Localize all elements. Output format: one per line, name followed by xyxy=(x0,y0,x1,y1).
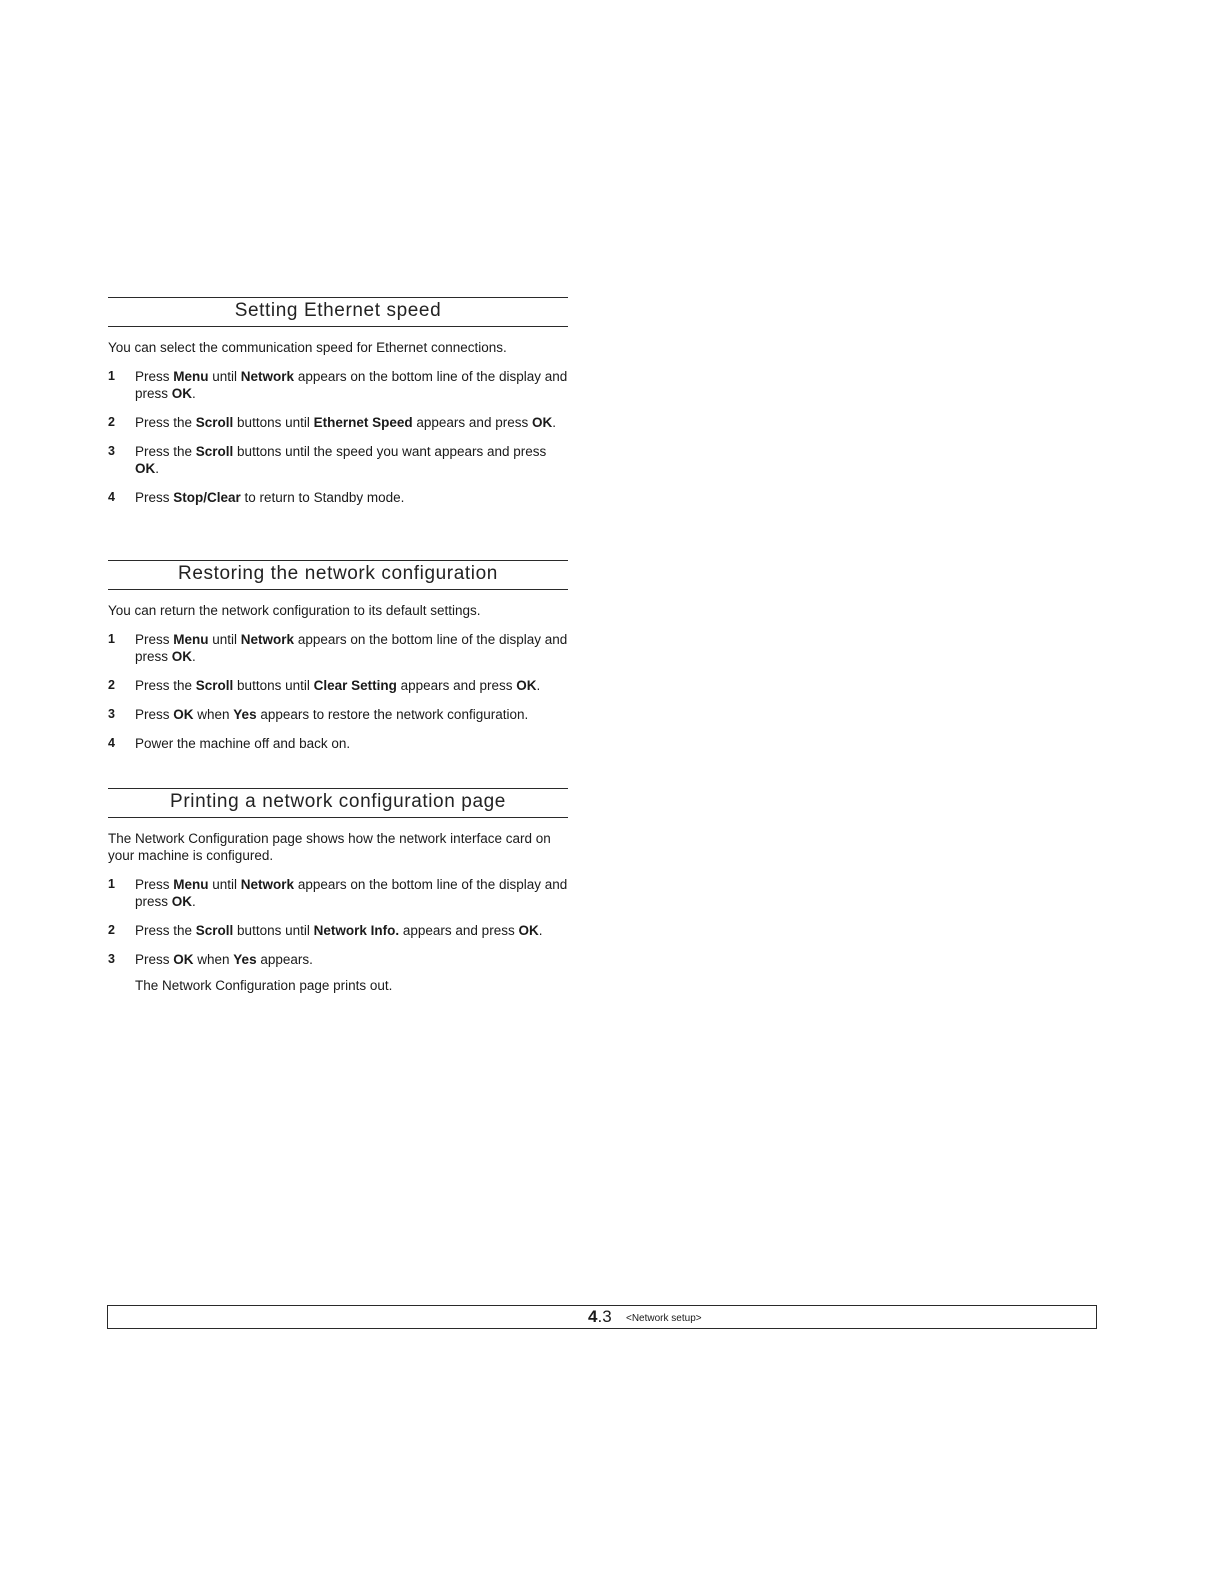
step-text: Press xyxy=(135,707,174,722)
chapter-label: <Network setup> xyxy=(626,1313,702,1324)
section-title: Setting Ethernet speed xyxy=(234,300,442,321)
step-text: Press xyxy=(135,632,174,647)
step-text: when xyxy=(193,952,234,967)
step-text: . xyxy=(538,923,543,938)
step-keyword: Network xyxy=(240,877,295,892)
step-item xyxy=(108,735,568,752)
step-text: to return to Standby mode. xyxy=(240,490,405,505)
section-print-config-page xyxy=(108,788,568,994)
step-keyword: OK xyxy=(171,386,193,401)
page-number xyxy=(588,1307,612,1327)
section-ethernet-speed xyxy=(108,297,568,518)
step-text: appears and press xyxy=(412,415,532,430)
step-keyword: Menu xyxy=(173,632,209,647)
section-intro: You can select the communication speed for Ethernet connections. xyxy=(108,340,507,355)
step-keyword: Network Info. xyxy=(313,923,400,938)
step-item xyxy=(108,922,568,939)
step-text: . xyxy=(192,894,196,909)
step-number: 4 xyxy=(108,490,115,504)
step-item xyxy=(108,368,568,402)
step-item xyxy=(108,631,568,665)
step-keyword: Scroll xyxy=(195,923,234,938)
step-text: appears on the bottom line of the display and press xyxy=(135,632,568,664)
step-text: Press xyxy=(135,490,174,505)
step-number: 2 xyxy=(108,923,115,937)
step-number: 3 xyxy=(108,952,115,966)
step-text: appears. xyxy=(256,952,313,967)
step-text: . xyxy=(155,461,160,476)
step-text: appears to restore the network configuration. xyxy=(256,707,529,722)
step-text: Press the xyxy=(135,444,196,459)
step-text: when xyxy=(193,707,234,722)
step-item xyxy=(108,443,568,477)
step-text: Press xyxy=(135,369,174,384)
step-number: 2 xyxy=(108,678,115,692)
step-text: . xyxy=(536,678,541,693)
step-item xyxy=(108,414,568,431)
step-keyword: Yes xyxy=(233,952,257,967)
step-keyword: OK xyxy=(135,461,156,476)
step-keyword: Yes xyxy=(233,707,257,722)
step-keyword: OK xyxy=(518,923,539,938)
step-text: buttons until xyxy=(233,678,314,693)
step-text: . xyxy=(552,415,556,430)
step-keyword: Menu xyxy=(173,369,209,384)
step-text: buttons until xyxy=(233,415,314,430)
step-number: 4 xyxy=(108,736,115,750)
step-item xyxy=(108,489,568,506)
step-keyword: Ethernet Speed xyxy=(313,415,413,430)
section-restore-network xyxy=(108,560,568,764)
step-keyword: OK xyxy=(516,678,537,693)
step-item xyxy=(108,706,568,723)
step-keyword: OK xyxy=(531,415,553,430)
step-text: buttons until xyxy=(233,923,314,938)
step-keyword: Network xyxy=(240,369,295,384)
step-keyword: Scroll xyxy=(195,415,234,430)
step-text: . xyxy=(192,386,196,401)
step-keyword: Stop/Clear xyxy=(173,490,241,505)
step-keyword: Network xyxy=(240,632,295,647)
section-heading-rule xyxy=(108,788,568,818)
section-title: Printing a network configuration page xyxy=(170,791,506,812)
page-subnumber: .3 xyxy=(597,1307,612,1326)
step-text: . xyxy=(192,649,196,664)
step-list xyxy=(108,631,568,752)
step-number: 2 xyxy=(108,415,115,429)
step-item xyxy=(108,951,568,968)
step-keyword: OK xyxy=(173,707,194,722)
page-footer xyxy=(107,1305,1097,1329)
section-heading-rule xyxy=(108,560,568,590)
step-keyword: Menu xyxy=(173,877,209,892)
section-title: Restoring the network configuration xyxy=(178,563,498,584)
step-text: Power the machine off and back on. xyxy=(135,736,351,751)
step-text: appears and press xyxy=(396,678,517,693)
step-text: until xyxy=(208,877,241,892)
step-text: Press xyxy=(135,952,174,967)
step-keyword: Scroll xyxy=(195,444,234,459)
chapter-number: 4 xyxy=(588,1307,598,1326)
step-text: appears on the bottom line of the display and press xyxy=(135,877,568,909)
step-number: 3 xyxy=(108,707,115,721)
step-text: until xyxy=(208,632,241,647)
step-text: until xyxy=(208,369,241,384)
step-keyword: OK xyxy=(171,649,193,664)
step-text: Press the xyxy=(135,923,196,938)
section-intro: You can return the network configuration to its default settings. xyxy=(108,603,481,618)
step-text: appears on the bottom line of the display and press xyxy=(135,369,568,401)
step-number: 1 xyxy=(108,632,115,646)
step-keyword: Scroll xyxy=(195,678,234,693)
step-text: Press xyxy=(135,877,174,892)
step-list xyxy=(108,876,568,968)
step-item xyxy=(108,876,568,910)
step-text: Press the xyxy=(135,678,196,693)
step-number: 1 xyxy=(108,877,115,891)
step-text: Press the xyxy=(135,415,196,430)
step-list xyxy=(108,368,568,506)
step-keyword: Clear Setting xyxy=(313,678,397,693)
step-text: appears and press xyxy=(399,923,519,938)
step-number: 3 xyxy=(108,444,115,458)
step-keyword: OK xyxy=(173,952,194,967)
section-heading-rule xyxy=(108,297,568,327)
step-number: 1 xyxy=(108,369,115,383)
step-item xyxy=(108,677,568,694)
section-intro: The Network Configuration page shows how the network interface card on your machine is configured. xyxy=(108,831,551,863)
step-text: buttons until the speed you want appears and press xyxy=(233,444,547,459)
step-keyword: OK xyxy=(171,894,193,909)
step-note: The Network Configuration page prints out. xyxy=(135,978,393,993)
